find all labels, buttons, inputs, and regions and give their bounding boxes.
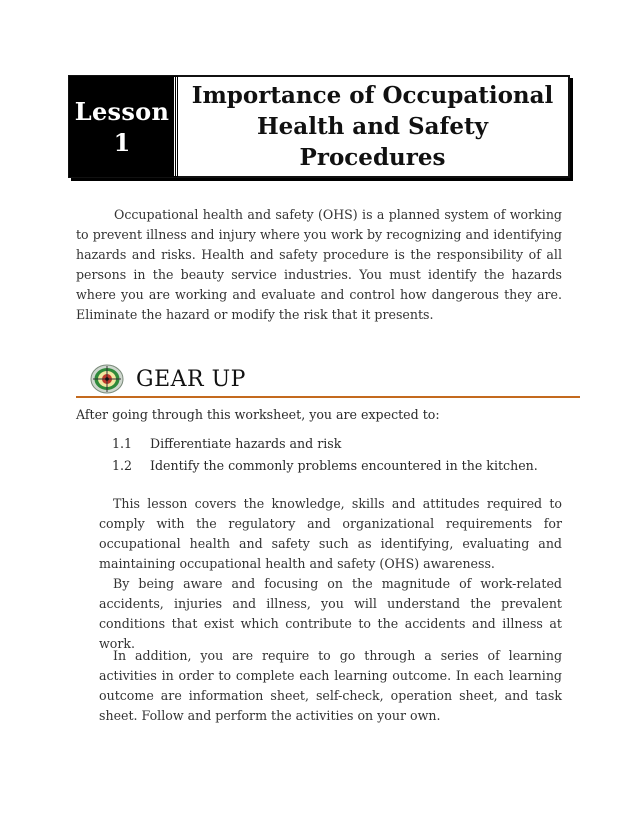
awareness-paragraph: By being aware and focusing on the magnitude of work-related accidents, injuries and illness, you will understand the prevalent conditions that exist which contribute to the accidents and illness at work. xyxy=(99,576,562,651)
lesson-number: 1 xyxy=(113,127,131,157)
lesson-label: Lesson xyxy=(74,96,170,126)
gear-up-heading xyxy=(90,364,246,394)
lesson-badge xyxy=(70,77,177,176)
objective-text: Differentiate hazards and risk xyxy=(150,436,342,451)
lesson-title: Importance of Occupational Health and Safety Procedures xyxy=(191,82,554,171)
coverage-paragraph: This lesson covers the knowledge, skills and attitudes required to comply with the regulatory and organizational requirements for occupational health and safety such as identifying, evaluating and maintaining occupational health and safety (OHS) awareness. xyxy=(99,496,562,571)
lesson-header xyxy=(68,75,570,178)
section-divider xyxy=(76,396,580,398)
objective-number: 1.1 xyxy=(112,436,133,451)
intro-paragraph: Occupational health and safety (OHS) is a planned system of working to prevent illness and injury where you work by recognizing and identifying hazards and risks. Health and safety procedure is the responsibility of all persons in the beauty service industries. You must identify the hazards where you are working and evaluate and control how dangerous they are. Eliminate the hazard or modify the risk that it presents. xyxy=(76,207,562,322)
objectives-list xyxy=(112,433,538,477)
activities-paragraph: In addition, you are require to go through a series of learning activities in order to complete each learning outcome. In each learning outcome are information sheet, self-check, operation sheet, and task sheet. Follow and perform the activities on your own. xyxy=(99,648,562,723)
lesson-title-cell xyxy=(177,77,568,176)
list-item xyxy=(112,455,538,477)
gear-up-title: GEAR UP xyxy=(136,366,246,392)
gear-target-icon xyxy=(90,364,124,394)
expectation-text: After going through this worksheet, you are expected to: xyxy=(76,407,440,422)
list-item xyxy=(112,433,538,455)
objective-text: Identify the commonly problems encountered in the kitchen. xyxy=(150,458,538,473)
objective-number: 1.2 xyxy=(112,458,133,473)
